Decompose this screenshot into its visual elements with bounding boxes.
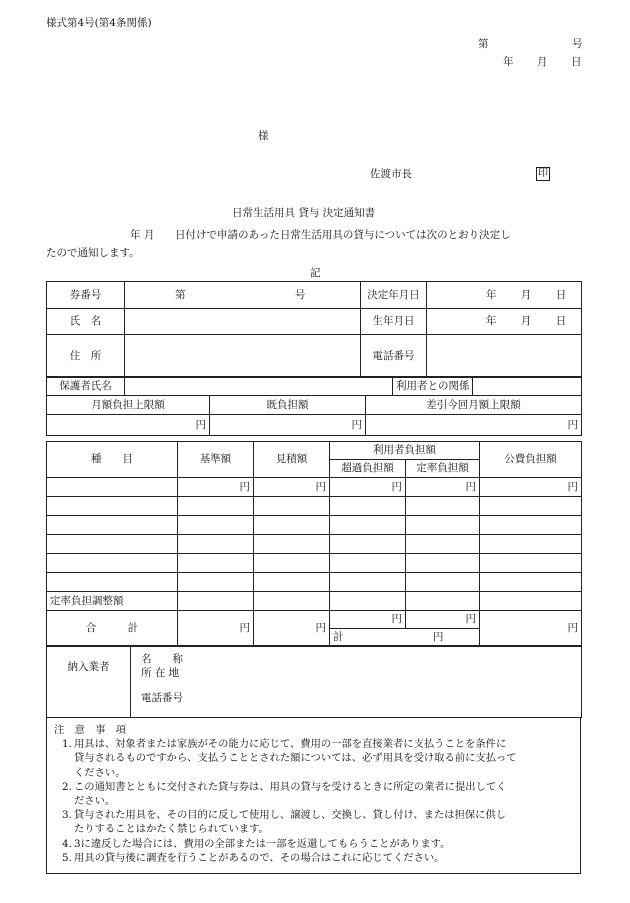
estimate-amount-cell[interactable] xyxy=(254,573,330,592)
fixed-rate-cell[interactable] xyxy=(406,592,480,611)
vendor-name-label: 名 称 xyxy=(141,653,183,665)
estimate-amount-cell[interactable] xyxy=(254,478,330,497)
note-item xyxy=(54,737,573,780)
item-type-cell[interactable] xyxy=(47,516,178,535)
estimate-amount-cell[interactable] xyxy=(254,592,330,611)
public-burden-cell[interactable] xyxy=(480,497,582,516)
note-item xyxy=(54,808,573,836)
user-burden-sum[interactable] xyxy=(330,629,480,647)
fixed-rate-cell[interactable] xyxy=(406,573,480,592)
fixed-rate-total[interactable] xyxy=(406,611,480,629)
user-burden-header: 利用者負担額 xyxy=(330,442,480,460)
decision-day: 日 xyxy=(555,288,567,301)
ticket-number-label: 券番号 xyxy=(47,282,125,309)
seal-mark xyxy=(536,167,550,181)
yen-unit: 円 xyxy=(195,418,206,431)
estimate-total[interactable] xyxy=(254,611,330,647)
applicant-info-table xyxy=(46,281,582,378)
decision-year: 年 xyxy=(486,288,497,301)
birth-day: 日 xyxy=(555,315,567,328)
public-burden-total[interactable] xyxy=(480,611,582,647)
fixed-rate-cell[interactable] xyxy=(406,535,480,554)
phone-value[interactable] xyxy=(427,335,582,378)
vendor-address-label: 所 在 地 xyxy=(141,666,180,679)
remaining-limit-value[interactable] xyxy=(366,415,582,436)
decision-date-value[interactable] xyxy=(427,282,582,309)
kei-label: 計 xyxy=(333,631,344,644)
excess-burden-cell[interactable] xyxy=(330,535,406,554)
ticket-go: 号 xyxy=(294,288,306,301)
note-number: 2. xyxy=(62,780,72,793)
already-paid-label: 既負担額 xyxy=(210,396,366,415)
item-type-cell[interactable] xyxy=(47,554,178,573)
fixed-rate-cell[interactable] xyxy=(406,516,480,535)
guardian-label: 保護者氏名 xyxy=(47,377,125,396)
yen-unit: 円 xyxy=(315,480,326,493)
note-number: 3. xyxy=(62,809,72,822)
ticket-dai: 第 xyxy=(175,288,186,301)
addressee-honorific: 様 xyxy=(258,130,269,142)
item-type-cell[interactable] xyxy=(47,573,178,592)
date-month: 月 xyxy=(537,56,548,68)
body-text-line2: たので通知します。 xyxy=(46,247,140,259)
excess-burden-cell[interactable] xyxy=(330,497,406,516)
ki-mark: 記 xyxy=(310,267,321,279)
form-number: 様式第4号(第4条関係) xyxy=(46,17,152,29)
body-month: 月 xyxy=(144,229,155,241)
note-item xyxy=(54,780,573,808)
excess-burden-cell[interactable] xyxy=(330,478,406,497)
standard-amount-cell[interactable] xyxy=(178,554,254,573)
note-line: ください。 xyxy=(74,766,126,779)
note-item xyxy=(54,837,573,851)
monthly-limit-value[interactable] xyxy=(47,415,210,436)
excess-total[interactable] xyxy=(330,611,406,629)
date-day: 日 xyxy=(571,56,582,68)
public-burden-cell[interactable] xyxy=(480,554,582,573)
already-paid-value[interactable] xyxy=(210,415,366,436)
excess-burden-cell[interactable] xyxy=(330,573,406,592)
public-burden-cell[interactable] xyxy=(480,516,582,535)
date-year: 年 xyxy=(503,56,514,68)
birth-year: 年 xyxy=(486,315,497,328)
notes-heading: 注 意 事 項 xyxy=(54,724,127,736)
excess-burden-cell[interactable] xyxy=(330,516,406,535)
item-type-cell[interactable] xyxy=(47,497,178,516)
yen-unit: 円 xyxy=(391,480,402,493)
excess-burden-header: 超過負担額 xyxy=(330,460,406,478)
public-burden-cell[interactable] xyxy=(480,592,582,611)
birth-date-label: 生年月日 xyxy=(361,309,427,335)
note-line: 貸与されるものですから、支払うこととされた額については、必ず用具を受け取る前に支払って xyxy=(74,752,517,765)
fixed-rate-cell[interactable] xyxy=(406,478,480,497)
note-line: 用具は、対象者または家族がその能力に応じて、費用の一部を直接業者に支払うことを条件に xyxy=(74,738,507,751)
note-line: 貸与された用具を、その目的に反して使用し、譲渡し、交換し、貸し付け、または担保に供し xyxy=(74,809,507,822)
note-number: 4. xyxy=(62,837,72,850)
relation-label: 利用者との関係 xyxy=(393,377,473,396)
yen-unit: 円 xyxy=(567,622,578,635)
yen-unit: 円 xyxy=(239,480,250,493)
items-table xyxy=(46,441,582,647)
phone-label: 電話番号 xyxy=(361,335,427,378)
doc-number-prefix: 第 xyxy=(478,38,489,50)
vendor-details[interactable] xyxy=(131,646,582,718)
remaining-limit-label: 差引今回月額上限額 xyxy=(366,396,582,415)
yen-unit: 円 xyxy=(239,622,250,635)
notes-box xyxy=(46,717,581,874)
ticket-number-value[interactable] xyxy=(125,282,361,309)
note-number: 1. xyxy=(62,738,72,751)
note-item xyxy=(54,851,573,865)
document-title: 日常生活用具 貸与 決定通知書 xyxy=(232,207,376,219)
standard-amount-cell[interactable] xyxy=(178,478,254,497)
standard-total[interactable] xyxy=(178,611,254,647)
item-type-header: 種 目 xyxy=(47,442,178,478)
relation-value[interactable] xyxy=(473,377,582,396)
note-number: 5. xyxy=(62,851,72,864)
excess-burden-cell[interactable] xyxy=(330,554,406,573)
total-label: 合 計 xyxy=(47,611,178,647)
name-value[interactable] xyxy=(125,309,361,335)
body-year: 年 xyxy=(130,229,141,241)
note-line: 用具の貸与後に調査を行うことがあるので、その場合はこれに応じてください。 xyxy=(74,851,445,864)
body-text-line1: 日付けで申請のあった日常生活用具の貸与については次のとおり決定し xyxy=(175,229,511,241)
public-burden-cell[interactable] xyxy=(480,535,582,554)
vendor-table xyxy=(46,645,582,718)
monthly-limit-label: 月額負担上限額 xyxy=(47,396,210,415)
estimate-amount-cell[interactable] xyxy=(254,554,330,573)
adjustment-label: 定率負担調整額 xyxy=(47,592,178,611)
decision-month: 月 xyxy=(520,288,532,301)
yen-unit: 円 xyxy=(465,613,476,626)
birth-month: 月 xyxy=(520,315,532,328)
standard-amount-cell[interactable] xyxy=(178,592,254,611)
item-type-cell[interactable] xyxy=(47,478,178,497)
yen-unit: 円 xyxy=(567,418,578,431)
note-line: たりすることはかたく禁じられています。 xyxy=(74,823,269,836)
vendor-label: 納入業者 xyxy=(47,646,131,718)
note-line: ださい。 xyxy=(74,795,116,808)
estimate-amount-header: 見積額 xyxy=(254,442,330,478)
fixed-rate-cell[interactable] xyxy=(406,554,480,573)
estimate-amount-cell[interactable] xyxy=(254,535,330,554)
note-line: 3に違反した場合には、費用の全部または一部を返還してもらうことがあります。 xyxy=(74,837,451,850)
yen-unit: 円 xyxy=(351,418,362,431)
public-burden-cell[interactable] xyxy=(480,478,582,497)
decision-date-label: 決定年月日 xyxy=(361,282,427,309)
yen-unit: 円 xyxy=(465,480,476,493)
birth-date-value[interactable] xyxy=(427,309,582,335)
item-type-cell[interactable] xyxy=(47,535,178,554)
standard-amount-cell[interactable] xyxy=(178,516,254,535)
fixed-rate-cell[interactable] xyxy=(406,497,480,516)
standard-amount-cell[interactable] xyxy=(178,573,254,592)
note-line: この通知書とともに交付された貸与券は、用具の貸与を受けるときに所定の業者に提出してく xyxy=(74,780,507,793)
address-value[interactable] xyxy=(125,335,361,378)
burden-limit-table xyxy=(46,395,582,436)
yen-unit: 円 xyxy=(432,631,444,644)
yen-unit: 円 xyxy=(315,622,326,635)
fixed-rate-header: 定率負担額 xyxy=(406,460,480,478)
seal-stamp: 印 xyxy=(538,168,548,179)
yen-unit: 円 xyxy=(567,480,578,493)
vendor-phone-label: 電話番号 xyxy=(141,692,183,704)
estimate-amount-cell[interactable] xyxy=(254,516,330,535)
excess-burden-cell[interactable] xyxy=(330,592,406,611)
public-burden-cell[interactable] xyxy=(480,573,582,592)
yen-unit: 円 xyxy=(391,613,402,626)
guardian-table xyxy=(46,376,582,396)
issuer-name: 佐渡市長 xyxy=(370,168,412,180)
standard-amount-cell[interactable] xyxy=(178,497,254,516)
name-label: 氏 名 xyxy=(47,309,125,335)
address-label: 住 所 xyxy=(47,335,125,378)
estimate-amount-cell[interactable] xyxy=(254,497,330,516)
doc-number-suffix: 号 xyxy=(572,38,583,50)
public-burden-header: 公費負担額 xyxy=(480,442,582,478)
standard-amount-cell[interactable] xyxy=(178,535,254,554)
guardian-value[interactable] xyxy=(125,377,393,396)
standard-amount-header: 基準額 xyxy=(178,442,254,478)
